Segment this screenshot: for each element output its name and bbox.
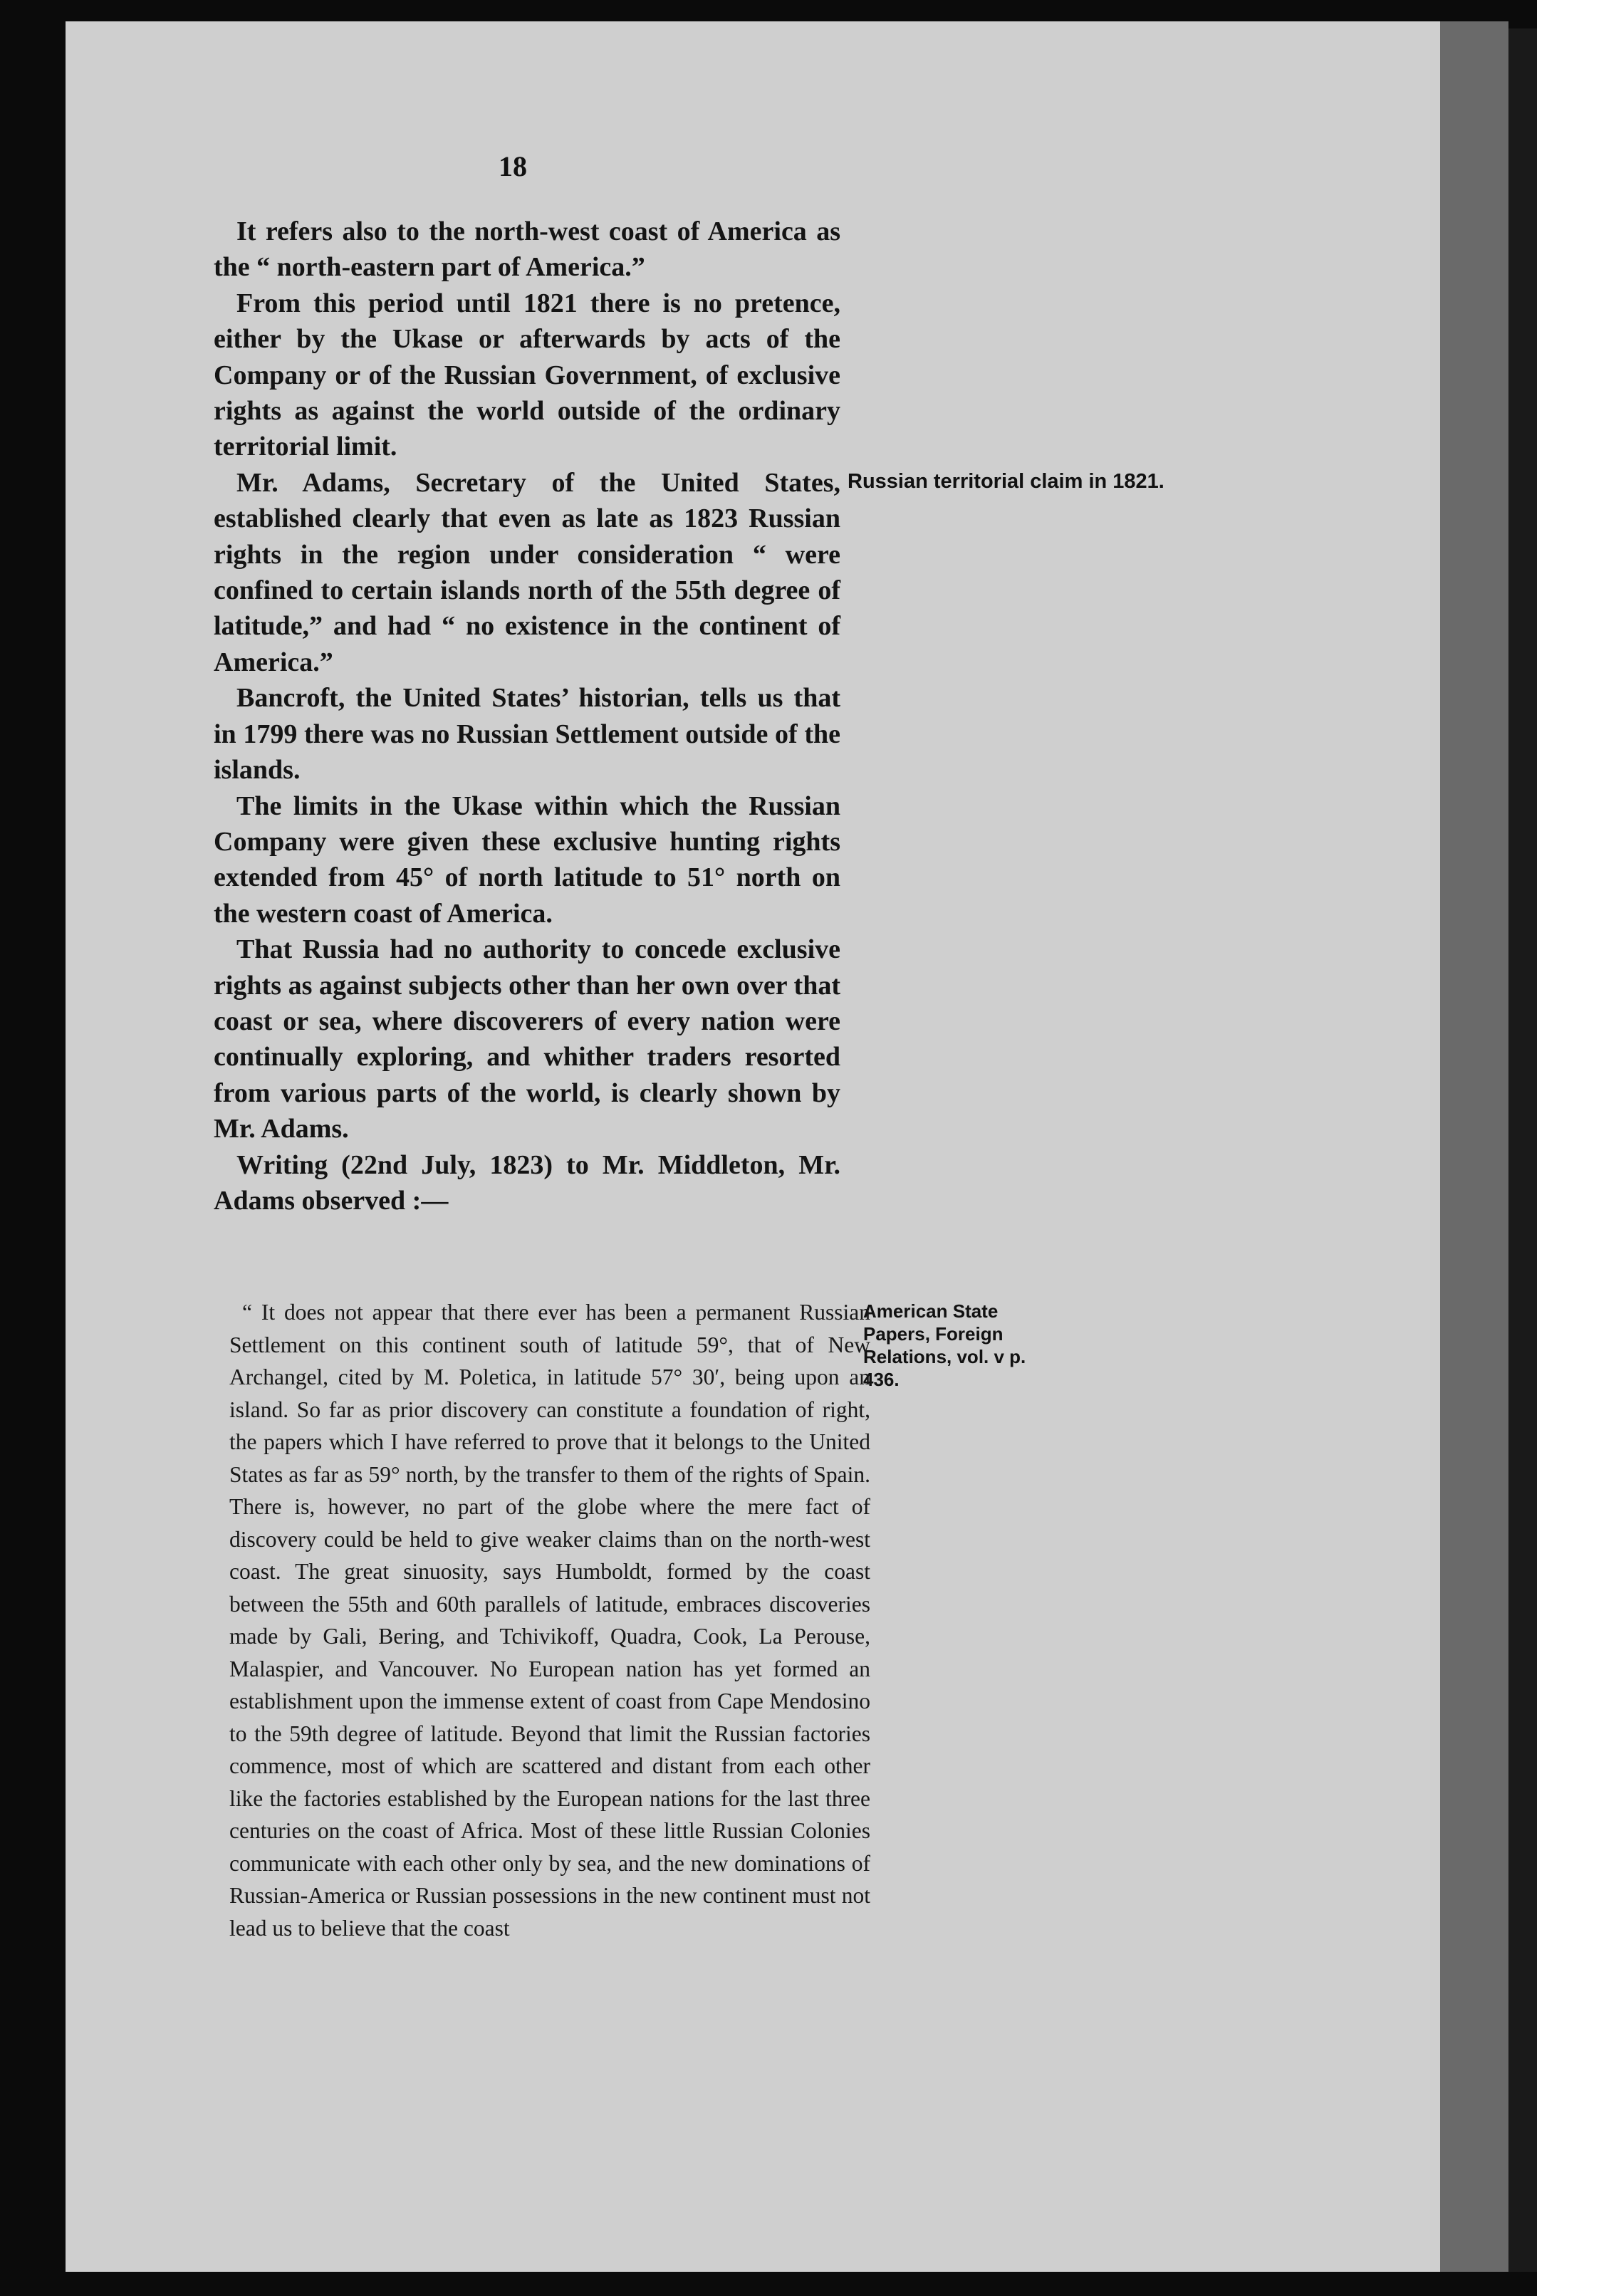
main-text: [214, 214, 840, 1219]
paragraph: From this period until 1821 there is no pretence, either by the Ukase or afterwards by acts of the Company or of the Russian Government, of exclusive rights as against the world outside of the ordinary territorial limit.: [214, 288, 840, 462]
page-number: 18: [499, 150, 527, 182]
paragraph: It refers also to the north-west coast of America as the “ north-eastern part of America.”: [214, 216, 840, 283]
paragraph: The limits in the Ukase within which the Russian Company were given these exclusive hunting rights extended from 45° of north latitude to 51° north on the western coast of America.: [214, 790, 840, 929]
paragraph: That Russia had no authority to concede exclusive rights as against subjects other than her own over that coast or sea, where discoverers of every nation were continually exploring, and whither traders resorted from various parts of the world, is clearly shown by Mr. Adams.: [214, 934, 840, 1144]
paragraph: Writing (22nd July, 1823) to Mr. Middleton, Mr. Adams observed :—: [214, 1149, 840, 1216]
sidenote-citation: American State Papers, Foreign Relations, vol. v p. 436.: [863, 1300, 1026, 1390]
scan-margin: [1537, 0, 1621, 2296]
block-quote: [229, 1296, 870, 1944]
quote-text: “ It does not appear that there ever has been a permanent Russian Settlement on this continent south of latitude 59°, that of New Archangel, cited by M. Poletica, in latitude 57° 30′, being upon an island. So far as prior discovery can constitute a foundation of right, the papers which I have referred to prove that it belongs to the United States as far as 59° north, by the transfer to them of the rights of Spain. There is, however, no part of the globe where the mere fact of discovery could be held to give weaker claims than on the north-west coast. The great sinuosity, says Humboldt, formed by the coast between the 55th and 60th parallels of latitude, embraces discoveries made by Gali, Bering, and Tchivikoff, Quadra, Cook, La Perouse, Malaspier, and Vancouver. No European nation has yet formed an establishment upon the immense extent of coast from Cape Mendosino to the 59th degree of latitude. Beyond that limit the Russian factories commence, most of which are scattered and distant from each other like the factories established by the European nations for the last three centuries on the coast of Africa. Most of these little Russian Colonies communicate with each other only by sea, and the new dominations of Russian-America or Russian possessions in the new continent must not lead us to believe that the coast: [229, 1300, 870, 1941]
page-edge-shadow: [1508, 28, 1537, 2272]
page-spine-shadow: [1440, 21, 1508, 2272]
sidenote-territorial-claim: Russian territorial claim in 1821.: [848, 470, 1164, 493]
paragraph: Bancroft, the United States’ historian, tells us that in 1799 there was no Russian Settlement outside of the islands.: [214, 683, 840, 786]
paragraph: Mr. Adams, Secretary of the United States, established clearly that even as late as 1823 Russian rights in the region under consideration “ were confined to certain islands north of the 55th degree of latitude,” and had “ no existence in the continent of America.”: [214, 467, 840, 677]
